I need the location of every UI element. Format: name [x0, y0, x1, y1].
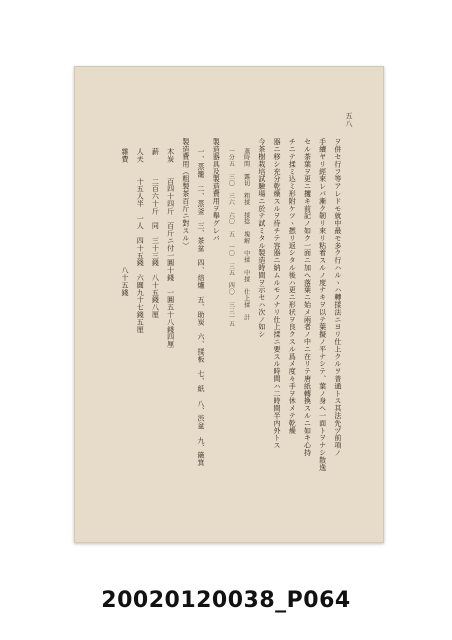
- cost-heading-column: 製造費用（粗製茶百斤ニ對スル）: [181, 138, 190, 249]
- text-column-6: 今茶樹栽培試驗場ニ於テ試ミタル製造時間ヲ示セハ次ノ如シ: [257, 138, 266, 338]
- page-number: 五八: [345, 112, 353, 128]
- vertical-text-body: [120, 138, 342, 518]
- text-column-4: チニテ揉ミ込ミ形附ケツヽ撚リ返シタル後ハ更ニ形状ヲ良クスル爲メ度々手ヲ休メテ乾燥: [288, 138, 297, 434]
- cost-row-misc: 雜費 八十五錢: [121, 148, 129, 296]
- equipment-list-column: 一、蒸籠 二、蒸釜 三、茶盆 四、焙爐 五、助炭 六、揉板 七、紙 八、渋盆 九、簸箕: [197, 148, 206, 467]
- table-header-column: 蒸時間 露切 粗揉 揉捻 塊解 中揉 中揉 仕上揉 計: [242, 148, 250, 321]
- text-column-9: 製造器具及製造費用ヲ舉グレバ: [212, 138, 221, 242]
- text-column-2: 手續ヤリ經來レバ漸ク韌リ來リ粘着スルノ度ナキヲ以テ葉擬ノ平ナシテ、葉ノ身ヘ一面トヲナシ散逸: [318, 138, 327, 471]
- cost-row-charcoal: 木炭 百四十四斤 百斤ニ付一圓十錢 一圓五十八錢四厘: [166, 148, 175, 348]
- text-column-3: セル茶葉ヲ更ニ攫キ前記ノ如ク一面ニ加ヘ落葉ニ始メ兩者ノ中ニ在リテ唐紙轉換スルニ如キ心持: [303, 138, 312, 457]
- table-values-column: 一分五 三〇 三六 六〇 五 一〇 三五 四〇 三三一五: [227, 148, 235, 328]
- cost-row-labor: 人夫 十五人半 一人 四十五錢 六圓九十七錢五厘: [136, 148, 145, 333]
- cost-row-firewood: 薪 二百六十斤 同 三十三錢 八十五錢八厘: [151, 148, 160, 319]
- text-column-1: ヲ併セ行フ等アレドモ就中最モ多ク行ハルヽハ轉揉法ニヨリ仕上クルヲ普通トス其法先ヅ前項ノ: [333, 138, 342, 457]
- text-column-5: 器ニ移シ充分乾燥スルヲ待チテ容器ニ納ムルモノナリ仕上揉ニ要スル時間ハ二時間半内外トス: [273, 138, 282, 449]
- image-id-caption: 20020120038_P064: [101, 588, 351, 613]
